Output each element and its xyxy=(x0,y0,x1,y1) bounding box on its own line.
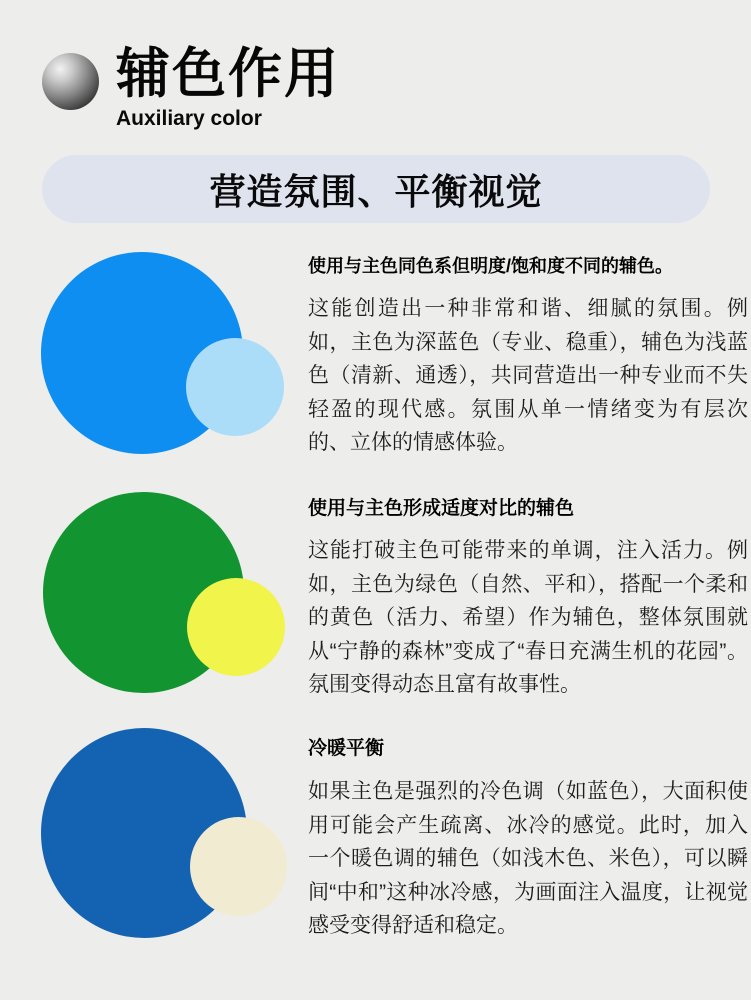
aux-color-circle xyxy=(190,817,287,916)
banner-pill xyxy=(42,155,710,223)
section-heading: 使用与主色形成适度对比的辅色 xyxy=(308,498,575,519)
aux-color-circle xyxy=(186,338,284,436)
header-text-block xyxy=(116,44,340,131)
section-body: 如果主色是强烈的冷色调（如蓝色），大面积使用可能会产生疏离、冰冷的感觉。此时，加入一个暖色调的辅色（如浅木色、米色），可以瞬间“中和”这种冰冷感，为画面注入温度，让视觉感受变得舒适和稳定。 xyxy=(308,780,748,937)
section-heading: 使用与主色同色系但明度/饱和度不同的辅色。 xyxy=(308,256,673,276)
banner-text: 营造氛围、平衡视觉 xyxy=(209,170,543,212)
aux-color-circle xyxy=(187,578,285,676)
section-heading: 冷暖平衡 xyxy=(308,738,385,759)
sphere-icon xyxy=(42,53,99,110)
page-subtitle: Auxiliary color xyxy=(116,107,262,131)
page-header xyxy=(42,44,340,131)
section-body: 这能打破主色可能带来的单调，注入活力。例如，主色为绿色（自然、平和），搭配一个柔和的黄色（活力、希望）作为辅色，整体氛围就从“宁静的森林”变成了“春日充满生机的花园”。氛围变得动态且富有故事性。 xyxy=(308,539,748,696)
page-title: 辅色作用 xyxy=(116,44,340,104)
section-body: 这能创造出一种非常和谐、细腻的氛围。例如，主色为深蓝色（专业、稳重），辅色为浅蓝色（清新、通透），共同营造出一种专业而不失轻盈的现代感。氛围从单一情绪变为有层次的、立体的情感体验。 xyxy=(308,297,748,454)
